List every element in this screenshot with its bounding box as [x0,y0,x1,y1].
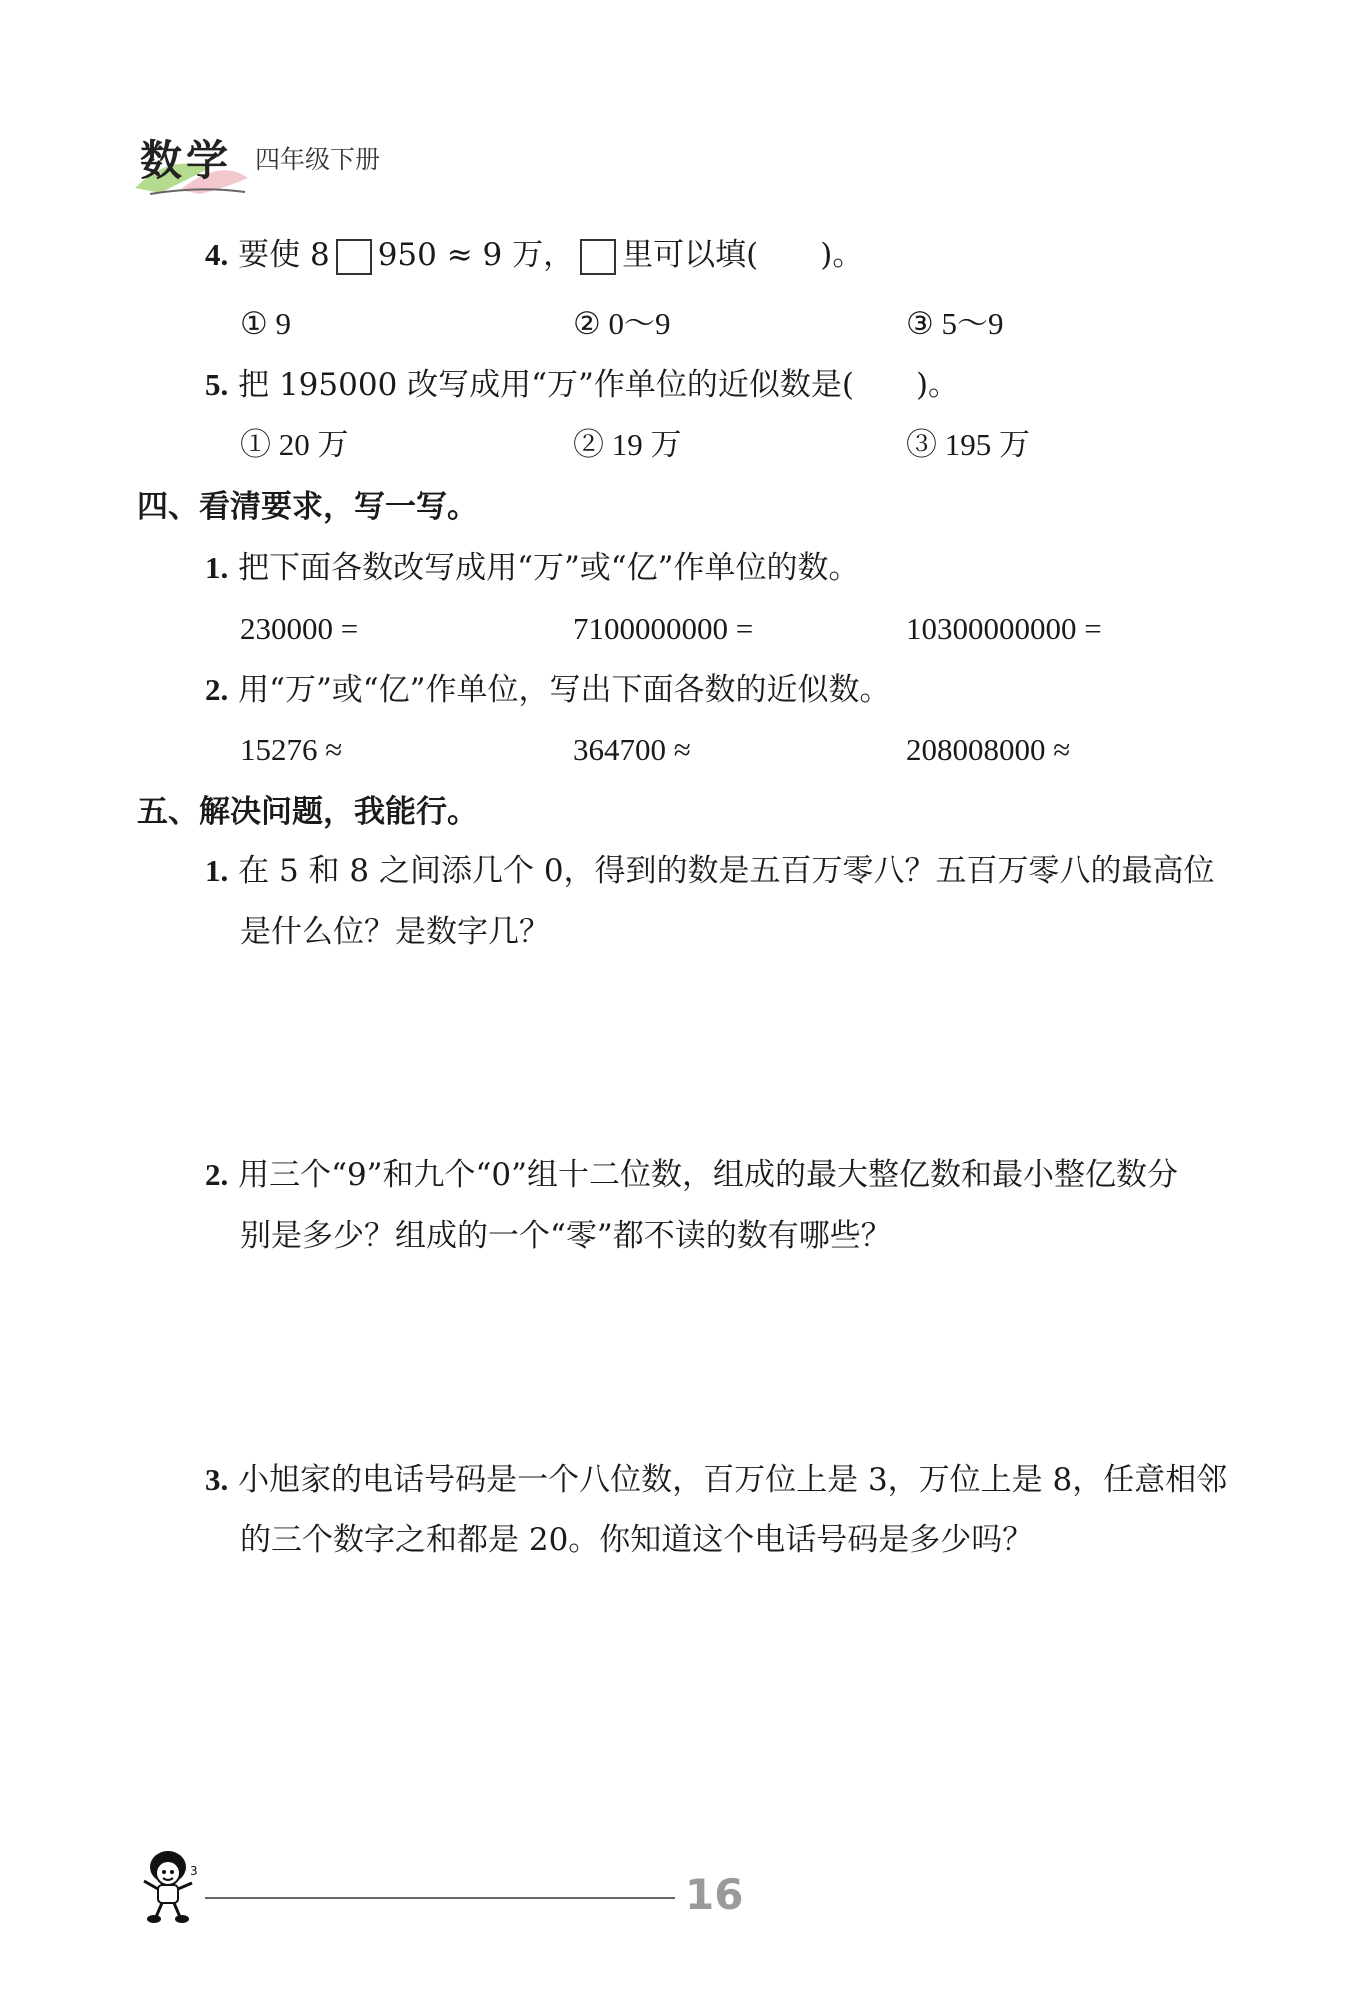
section-5-question-3 [205,1460,1227,1500]
approximation-item[interactable]: 15276 ≈ [240,732,343,767]
conversion-item[interactable]: 230000 = [240,611,359,646]
subject-title: 数学 [140,136,233,185]
page-number: 16 [685,1870,744,1919]
cartoon-mascot-icon [130,1845,210,1925]
grade-label: 四年级下册 [255,145,381,174]
question-5 [205,365,959,405]
footer-rule [205,1897,675,1899]
section-5-question-2 [205,1155,1178,1195]
option[interactable]: ① 9 [240,306,292,341]
blank-box[interactable] [580,239,616,275]
question-text: 把下面各数改写成用“万”或“亿”作单位的数。 [238,550,860,586]
option[interactable]: ③ 195 万 [906,427,1030,462]
question-text: 里可以填( )。 [622,237,864,273]
question-text: 要使 8 [238,237,330,273]
option[interactable]: ③ 5～9 [906,306,1004,341]
question-number: 4. [205,237,229,272]
question-text-continued: 是什么位？是数字几？ [240,914,550,950]
question-text: 用三个“9”和九个“0”组十二位数，组成的最大整亿数和最小整亿数分 [238,1157,1178,1193]
svg-text:3: 3 [190,1864,198,1878]
blank-box[interactable] [336,239,372,275]
option[interactable]: ② 0～9 [573,306,671,341]
question-number: 2. [205,672,229,707]
question-text: 用“万”或“亿”作单位，写出下面各数的近似数。 [238,672,891,708]
question-number: 1. [205,550,229,585]
question-4 [205,235,863,275]
option[interactable]: ① 20 万 [240,427,349,462]
question-text-continued: 的三个数字之和都是 20。你知道这个电话号码是多少吗？ [240,1522,1034,1558]
question-number: 3. [205,1462,229,1497]
section-5-question-1 [205,851,1215,891]
section-5-title: 五、解决问题，我能行。 [137,794,478,830]
question-text-continued: 别是多少？组成的一个“零”都不读的数有哪些？ [240,1218,892,1254]
section-4-question-2 [205,670,891,710]
question-number: 1. [205,853,229,888]
question-text: 小旭家的电话号码是一个八位数，百万位上是 3，万位上是 8，任意相邻 [238,1462,1228,1498]
conversion-item[interactable]: 10300000000 = [906,611,1102,646]
page-header [130,128,530,198]
question-text: 950 ≈ 9 万， [377,237,575,273]
question-text: 在 5 和 8 之间添几个 0，得到的数是五百万零八？五百万零八的最高位 [238,853,1215,889]
approximation-item[interactable]: 364700 ≈ [573,732,691,767]
approximation-item[interactable]: 208008000 ≈ [906,732,1071,767]
conversion-item[interactable]: 7100000000 = [573,611,754,646]
section-4-title: 四、看清要求，写一写。 [137,489,478,525]
question-number: 2. [205,1157,229,1192]
question-text: 把 195000 改写成用“万”作单位的近似数是( )。 [238,367,960,403]
option[interactable]: ② 19 万 [573,427,682,462]
section-4-question-1 [205,548,860,588]
question-number: 5. [205,367,229,402]
